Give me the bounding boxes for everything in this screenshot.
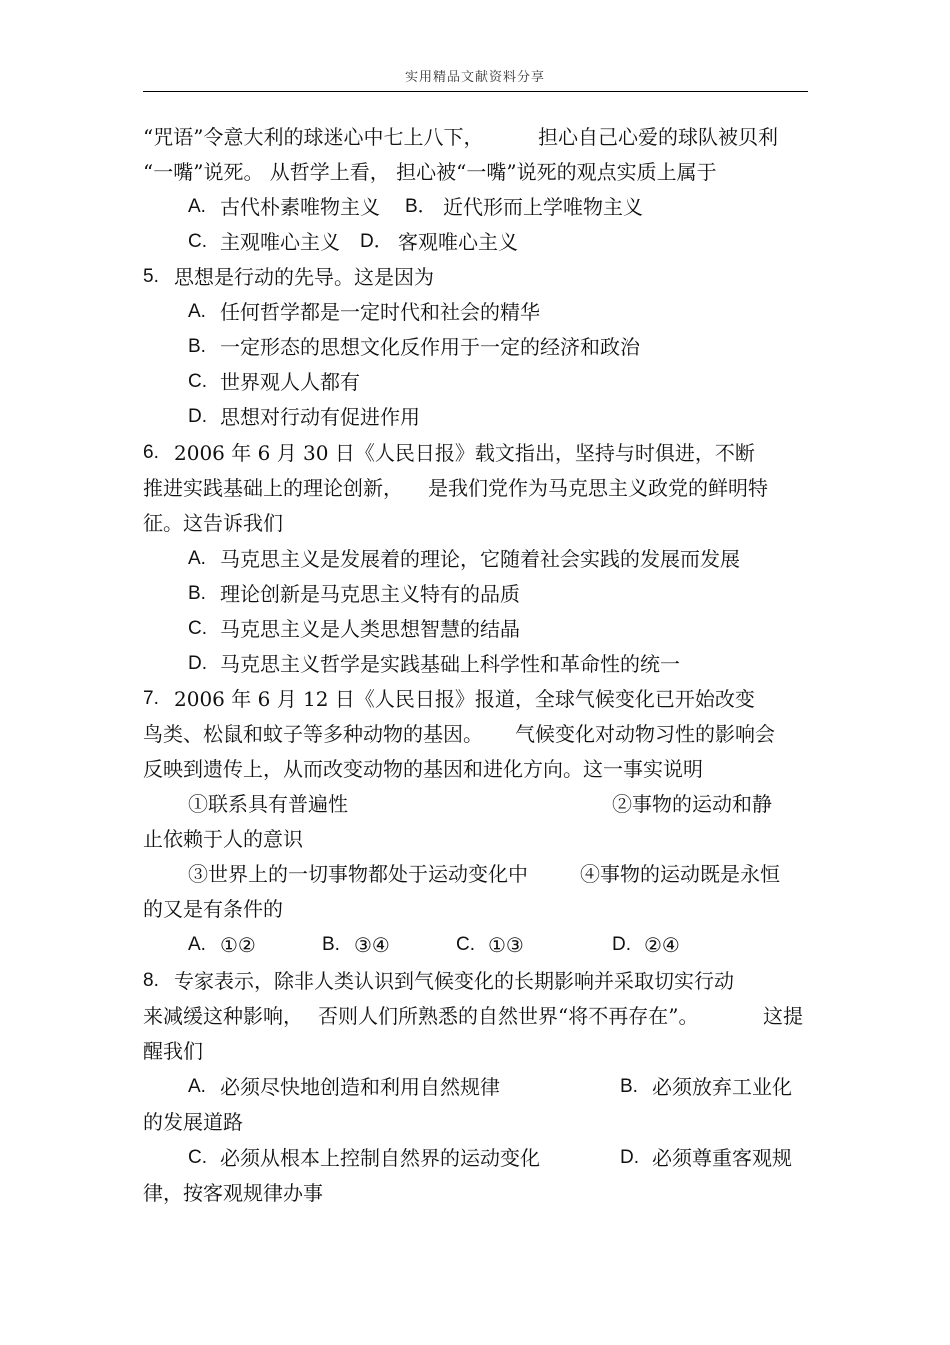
q7-stem-line2a: 鸟类、松鼠和蚊子等多种动物的基因。 <box>143 722 483 746</box>
q7-choice-b-label: B. <box>322 934 340 955</box>
q7-item-4: ④事物的运动既是永恒 <box>580 862 780 886</box>
q6-option-c-text: 马克思主义是人类思想智慧的结晶 <box>220 617 520 641</box>
q6-option-b-label: B. <box>188 583 206 604</box>
q8-stem-line3: 醒我们 <box>143 1039 203 1063</box>
q6-option-d-label: D. <box>188 653 207 674</box>
q7-choice-d-label: D. <box>612 934 631 955</box>
q8-option-a-text: 必须尽快地创造和利用自然规律 <box>220 1075 500 1099</box>
q8-option-b-cont: 的发展道路 <box>143 1110 243 1134</box>
q7-choice-c-text: ①③ <box>488 933 524 957</box>
q8-stem-line2b: 否则人们所熟悉的自然世界“将不再存在”。 <box>318 1004 699 1028</box>
q6-option-d-text: 马克思主义哲学是实践基础上科学性和革命性的统一 <box>220 652 680 676</box>
q6-option-c-label: C. <box>188 618 207 639</box>
q6-stem-line2a: 推进实践基础上的理论创新， <box>143 476 403 500</box>
q8-stem-line2a: 来减缓这种影响， <box>143 1004 303 1028</box>
q5-option-d-text: 思想对行动有促进作用 <box>220 405 420 429</box>
q6-option-a-label: A. <box>188 548 206 569</box>
header-rule <box>143 91 808 92</box>
q7-item-1: ①联系具有普遍性 <box>188 792 348 816</box>
q5-option-b-label: B. <box>188 336 206 357</box>
q6-stem-line2b: 是我们党作为马克思主义政党的鲜明特 <box>428 476 768 500</box>
q8-number: 8. <box>143 970 159 991</box>
q5-option-c-label: C. <box>188 371 207 392</box>
q6-stem-line3: 征。这告诉我们 <box>143 511 283 535</box>
q7-item-2: ②事物的运动和静 <box>612 792 772 816</box>
q8-option-a-label: A. <box>188 1076 206 1097</box>
q7-item-2-cont: 止依赖于人的意识 <box>143 827 303 851</box>
q6-stem-line1: 2006 年 6 月 30 日《人民日报》载文指出，坚持与时俱进，不断 <box>174 441 755 465</box>
q4-option-d-label: D． <box>360 231 393 252</box>
q5-option-c-text: 世界观人人都有 <box>220 370 360 394</box>
q4-option-b-label: B． <box>405 196 437 217</box>
q5-stem: 思想是行动的先导。这是因为 <box>174 265 434 289</box>
q4-option-d-text: 客观唯心主义 <box>398 230 518 254</box>
q7-item-4-cont: 的又是有条件的 <box>143 897 283 921</box>
q8-option-c-label: C. <box>188 1147 207 1168</box>
q8-option-b-label: B. <box>620 1076 638 1097</box>
q7-stem-line3: 反映到遗传上，从而改变动物的基因和进化方向。这一事实说明 <box>143 757 703 781</box>
q7-choice-a-text: ①② <box>220 933 256 957</box>
q4-option-b-text: 近代形而上学唯物主义 <box>443 195 643 219</box>
q7-stem-line1: 2006 年 6 月 12 日《人民日报》报道，全球气候变化已开始改变 <box>174 687 755 711</box>
q7-number: 7. <box>143 688 159 709</box>
q8-stem-line1: 专家表示，除非人类认识到气候变化的长期影响并采取切实行动 <box>174 969 734 993</box>
q8-option-c-text: 必须从根本上控制自然界的运动变化 <box>220 1146 540 1170</box>
q4-stem-line1b: 担心自己心爱的球队被贝利 <box>538 125 778 149</box>
q6-number: 6. <box>143 442 159 463</box>
q4-option-a-label: A. <box>188 196 206 217</box>
q4-option-a-text: 古代朴素唯物主义 <box>220 195 380 219</box>
q8-option-d-text: 必须尊重客观规 <box>652 1146 792 1170</box>
q5-option-a-label: A. <box>188 301 206 322</box>
q5-number: 5. <box>143 266 159 287</box>
q4-option-c-text: 主观唯心主义 <box>220 230 340 254</box>
q8-option-d-label: D. <box>620 1147 639 1168</box>
q7-stem-line2b: 气候变化对动物习性的影响会 <box>515 722 775 746</box>
q7-choice-a-label: A. <box>188 934 206 955</box>
q8-option-b-text: 必须放弃工业化 <box>652 1075 792 1099</box>
q4-stem-line2: “一嘴”说死。 从哲学上看， 担心被“一嘴”说死的观点实质上属于 <box>143 160 717 184</box>
q6-option-b-text: 理论创新是马克思主义特有的品质 <box>220 582 520 606</box>
q7-choice-d-text: ②④ <box>644 933 680 957</box>
q7-choice-c-label: C. <box>456 934 475 955</box>
page-header: 实用精品文献资料分享 <box>404 70 545 85</box>
q4-option-c-label: C. <box>188 231 207 252</box>
q5-option-d-label: D. <box>188 406 207 427</box>
q7-item-3: ③世界上的一切事物都处于运动变化中 <box>188 862 528 886</box>
q4-stem-line1a: “咒语”令意大利的球迷心中七上八下， <box>143 125 484 149</box>
q8-option-d-cont: 律，按客观规律办事 <box>143 1181 323 1205</box>
q5-option-a-text: 任何哲学都是一定时代和社会的精华 <box>220 300 540 324</box>
q6-option-a-text: 马克思主义是发展着的理论，它随着社会实践的发展而发展 <box>220 547 740 571</box>
q8-stem-line2c: 这提 <box>763 1004 803 1028</box>
q7-choice-b-text: ③④ <box>354 933 390 957</box>
q5-option-b-text: 一定形态的思想文化反作用于一定的经济和政治 <box>220 335 640 359</box>
